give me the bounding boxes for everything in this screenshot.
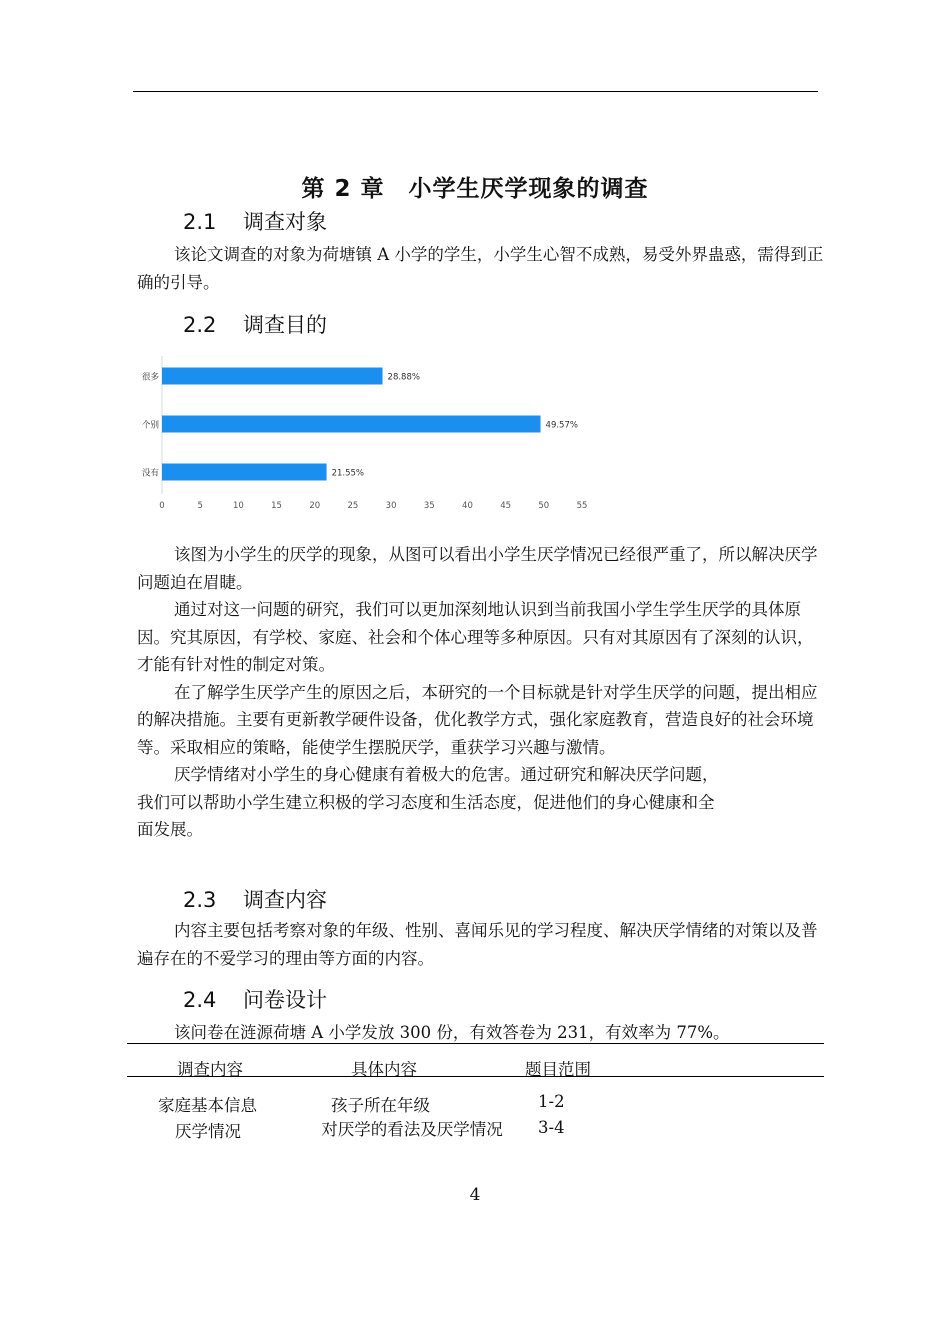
bar xyxy=(162,416,541,433)
table-cell: 3-4 xyxy=(538,1118,565,1137)
paragraph-line: 面发展。 xyxy=(137,820,203,839)
x-tick-label: 50 xyxy=(538,501,550,511)
paragraph: 在了解学生厌学产生的原因之后，本研究的一个目标就是针对学生厌学的问题，提出相应的解决措施。主要有更新教学硬件设备，优化教学方式，强化家庭教育，营造良好的社会环境等。采取相应的策略，能使学生摆脱厌学，重获学习兴趣与激情。 xyxy=(137,682,818,757)
section-number: 2.3 xyxy=(183,888,217,912)
x-tick-label: 30 xyxy=(385,501,397,511)
section-number: 2.1 xyxy=(183,210,217,234)
table-header-rule xyxy=(127,1076,824,1077)
section-heading-2-2 xyxy=(183,309,327,339)
table-cell: 家庭基本信息 xyxy=(158,1096,257,1115)
section-title: 调查目的 xyxy=(243,313,327,337)
table-cell: 1-2 xyxy=(538,1092,565,1111)
section-2-3-body xyxy=(137,917,827,972)
x-tick-label: 20 xyxy=(309,501,321,511)
section-title: 调查对象 xyxy=(243,210,327,234)
table-cell: 对厌学的看法及厌学情况 xyxy=(321,1120,503,1139)
chapter-title: 第 2 章 小学生厌学现象的调查 xyxy=(301,176,649,202)
table-cell: 厌学情况 xyxy=(175,1122,241,1141)
paragraph: 内容主要包括考察对象的年级、性别、喜闻乐见的学习程度、解决厌学情绪的对策以及普遍存在的不爱学习的理由等方面的内容。 xyxy=(137,921,818,968)
section-heading-2-1 xyxy=(183,206,327,236)
x-tick-label: 40 xyxy=(462,501,473,511)
section-number: 2.4 xyxy=(183,988,217,1012)
bar xyxy=(162,368,383,385)
section-heading-2-4 xyxy=(183,984,327,1014)
paragraph: 该问卷在涟源荷塘 A 小学发放 300 份，有效答卷为 231，有效率为 77%。 xyxy=(174,1023,730,1042)
data-label: 28.88% xyxy=(387,372,420,383)
section-title: 问卷设计 xyxy=(243,988,327,1012)
table-header-cell: 题目范围 xyxy=(525,1060,591,1079)
section-2-2-body xyxy=(137,541,827,844)
paragraph-line: 厌学情绪对小学生的身心健康有着极大的危害。通过研究和解决厌学问题， xyxy=(174,765,719,784)
section-title: 调查内容 xyxy=(243,888,327,912)
header-rule xyxy=(133,91,818,92)
table-header-cell: 调查内容 xyxy=(177,1060,243,1079)
page-number: 4 xyxy=(469,1185,481,1205)
x-tick-label: 5 xyxy=(197,501,203,511)
section-number: 2.2 xyxy=(183,313,217,337)
category-label: 很多 xyxy=(141,372,159,383)
x-tick-label: 45 xyxy=(500,501,512,511)
category-label: 没有 xyxy=(141,468,159,479)
section-heading-2-3 xyxy=(183,884,327,914)
bar xyxy=(162,464,327,481)
bar-chart xyxy=(118,350,598,515)
x-tick-label: 0 xyxy=(159,501,165,511)
table-cell: 孩子所在年级 xyxy=(331,1096,430,1115)
data-label: 49.57% xyxy=(545,420,578,431)
section-2-1-body xyxy=(137,241,827,296)
x-tick-label: 25 xyxy=(347,501,359,511)
paragraph: 该图为小学生的厌学的现象，从图可以看出小学生厌学情况已经很严重了，所以解决厌学问题迫在眉睫。 xyxy=(137,545,818,592)
paragraph: 该论文调查的对象为荷塘镇 A 小学的学生，小学生心智不成熟，易受外界蛊惑，需得到正确的引导。 xyxy=(137,245,824,292)
paragraph-line: 我们可以帮助小学生建立积极的学习态度和生活态度，促进他们的身心健康和全 xyxy=(137,792,715,812)
category-label: 个别 xyxy=(141,420,159,431)
x-tick-label: 10 xyxy=(232,501,244,511)
paragraph: 通过对这一问题的研究，我们可以更加深刻地认识到当前我国小学生学生厌学的具体原因。究其原因，有学校、家庭、社会和个体心理等多种原因。只有对其原因有了深刻的认识，才能有针对性的制定对策。 xyxy=(137,600,814,674)
x-tick-label: 15 xyxy=(271,501,282,511)
table-header-cell: 具体内容 xyxy=(351,1060,417,1079)
data-label: 21.55% xyxy=(331,468,364,479)
x-tick-label: 35 xyxy=(423,501,435,511)
table-top-rule xyxy=(127,1043,824,1044)
x-tick-label: 55 xyxy=(576,501,588,511)
